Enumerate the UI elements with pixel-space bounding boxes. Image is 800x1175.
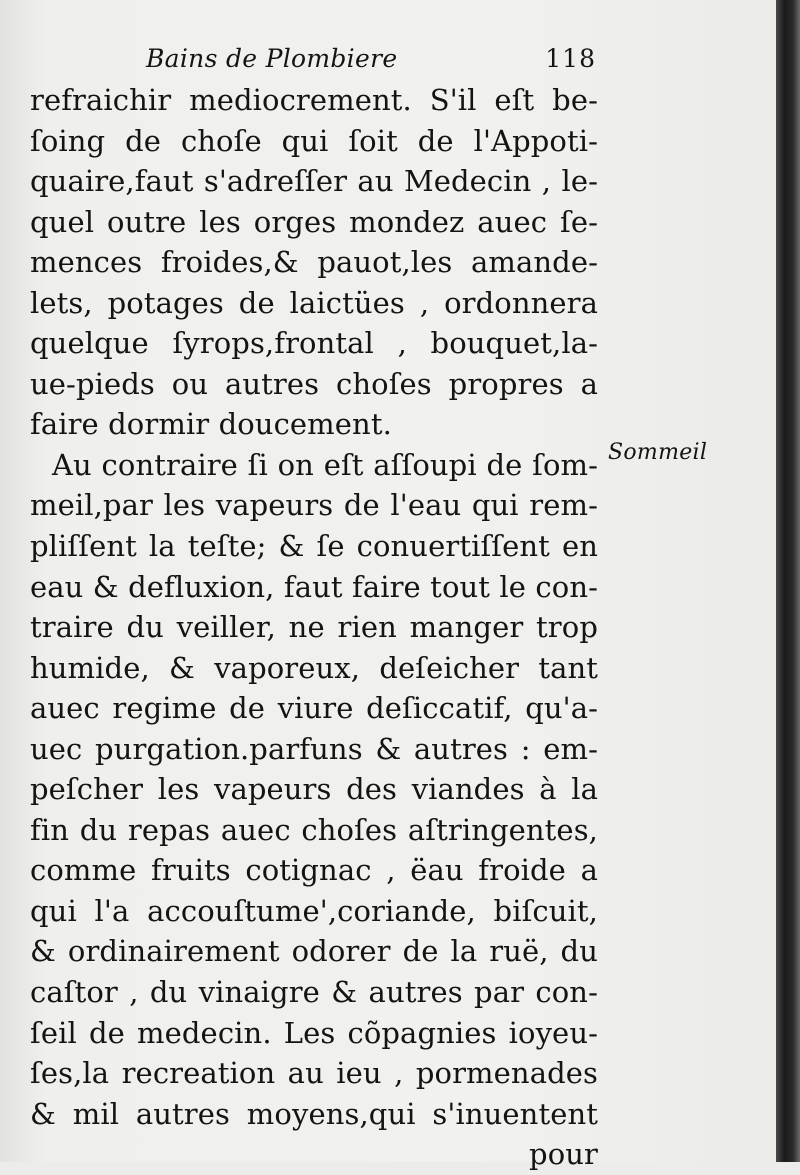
text-line: meil,par les vapeurs de l'eau qui rem-: [30, 488, 598, 523]
text-line: quaire,faut s'adreſſer au Medecin , le-: [30, 164, 598, 199]
book-spine: [776, 0, 800, 1162]
running-head: [146, 44, 596, 84]
text-line: humide, & vaporeux, deſeicher tant: [30, 650, 598, 685]
text-line: ſes,la recreation au ieu , pormenades: [30, 1056, 598, 1091]
page-number: 118: [545, 44, 596, 73]
text-line: auec regime de viure deſiccatif, qu'a-: [30, 691, 598, 726]
text-line: eau & defluxion, faut faire tout le con-: [30, 569, 598, 604]
text-line: & ordinairement odorer de la ruë, du: [30, 934, 598, 969]
text-line: peſcher les vapeurs des viandes à la: [30, 772, 598, 807]
text-line: caſtor , du vinaigre & autres par con-: [30, 975, 598, 1010]
text-line: qui l'a accouſtume',coriande, biſcuit,: [30, 893, 598, 928]
paragraph-start-line: Au contraire ſi on eſt aſſoupi de ſom-: [52, 447, 598, 482]
text-line: quelque ſyrops,frontal , bouquet,la-: [30, 326, 598, 361]
running-title: Bains de Plombiere: [146, 44, 398, 73]
body-text: [30, 80, 598, 1175]
margin-note: Sommeil: [608, 440, 708, 465]
text-line: mences froides,& pauot,les amande-: [30, 245, 598, 280]
text-line: ſoing de choſe qui ſoit de l'Appoti-: [30, 123, 598, 158]
text-line: refraichir mediocrement. S'il eſt be-: [30, 83, 598, 117]
catchword: pour: [529, 1137, 598, 1172]
text-line: & mil autres moyens,qui s'inuentent: [30, 1096, 598, 1131]
text-line: quel outre les orges mondez auec ſe-: [30, 204, 598, 239]
text-line: fin du repas auec choſes aſtringentes,: [30, 812, 598, 847]
text-line: traire du veiller, ne rien manger trop: [30, 610, 598, 645]
text-line: ſeil de medecin. Les cõpagnies ioyeu-: [30, 1015, 598, 1050]
text-line: uec purgation.parfuns & autres : em-: [30, 731, 598, 766]
text-line: comme fruits cotignac , ëau froide a: [30, 853, 598, 888]
text-line: faire dormir doucement.: [30, 407, 392, 442]
text-line: ue-pieds ou autres choſes propres a: [30, 366, 598, 401]
text-line: pliſſent la teſte; & ſe conuertiſſent en: [30, 529, 598, 564]
text-line: lets, potages de laictües , ordonnera: [30, 285, 598, 320]
